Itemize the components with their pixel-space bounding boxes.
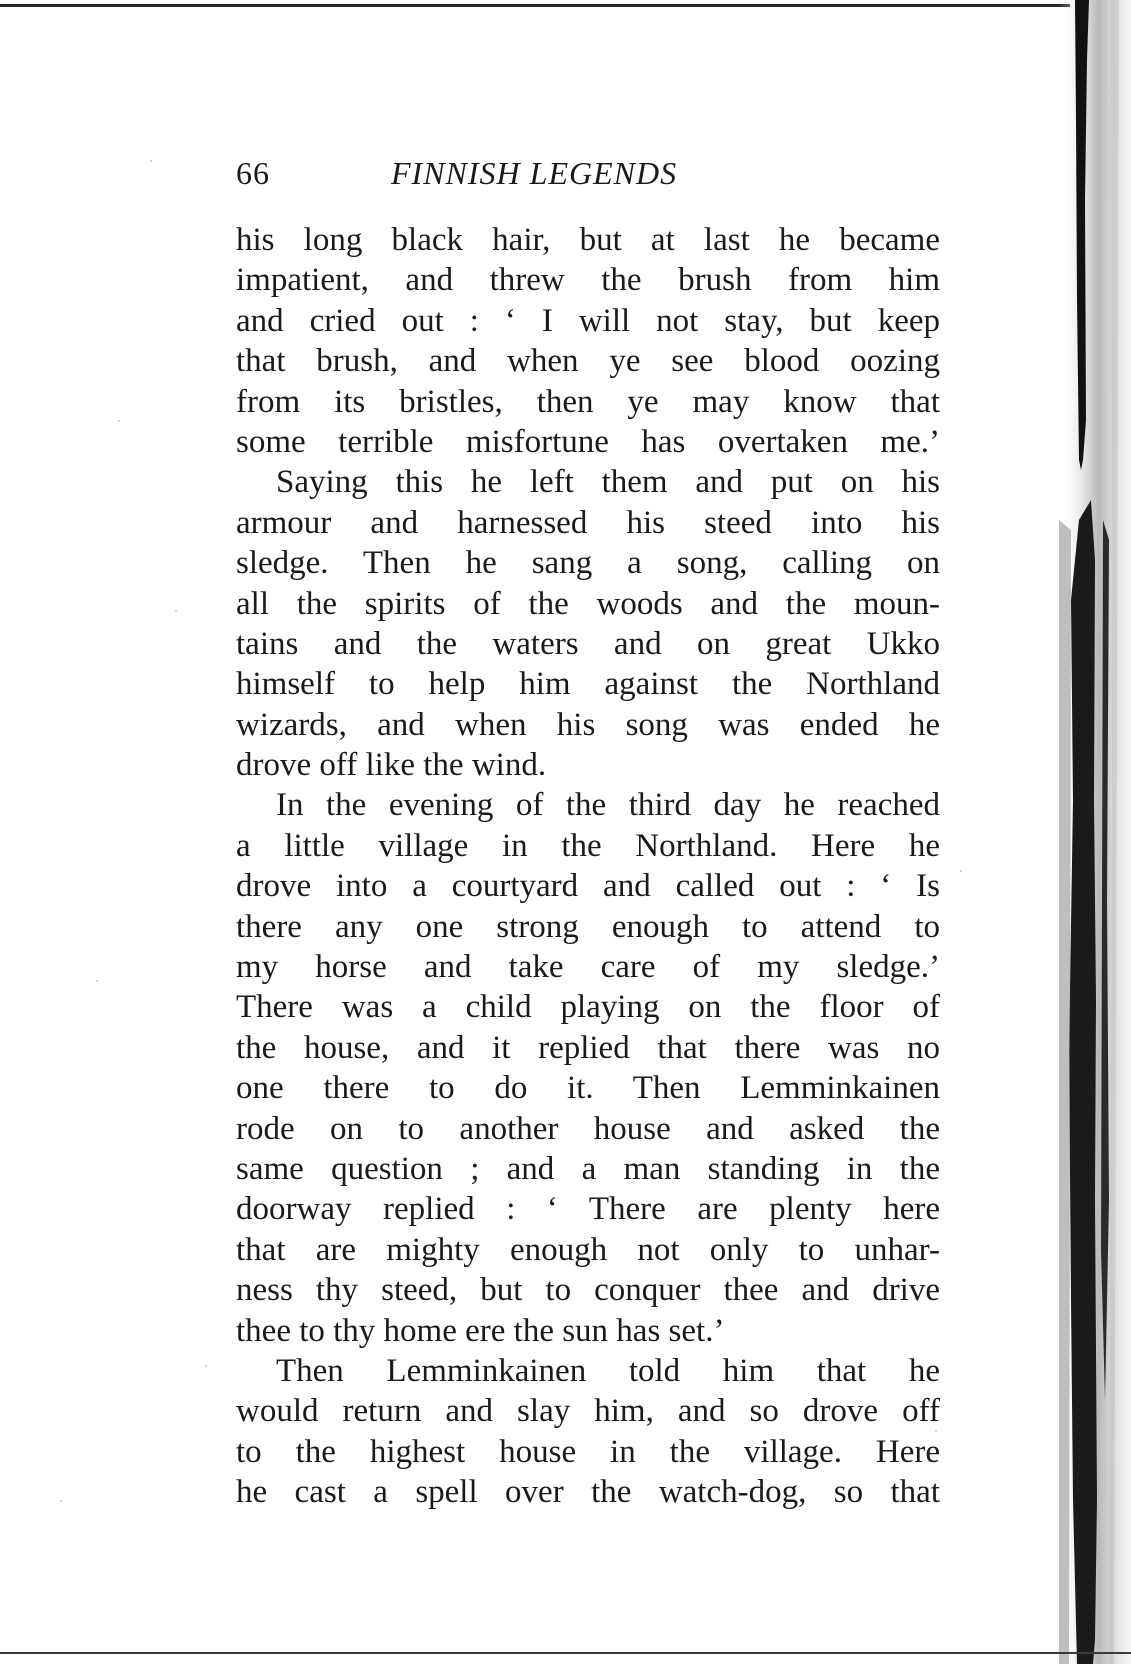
text-line: Saying this he left them and put on his bbox=[276, 464, 940, 501]
text-line: the house, and it replied that there was no bbox=[236, 1029, 940, 1066]
text-line: my horse and take care of my sledge.’ bbox=[236, 949, 940, 986]
text-line: drove into a courtyard and called out : ‘ Is bbox=[236, 868, 940, 905]
bottom-edge-rule bbox=[0, 1652, 1131, 1654]
text-line: drove off like the wind. bbox=[236, 747, 547, 784]
paper-speck bbox=[175, 610, 177, 612]
text-line: he cast a spell over the watch-dog, so that bbox=[236, 1474, 940, 1511]
text-line: all the spirits of the woods and the moun- bbox=[236, 585, 940, 622]
text-line: that brush, and when ye see blood oozing bbox=[236, 343, 940, 380]
text-line: that are mighty enough not only to unhar- bbox=[236, 1231, 940, 1268]
text-line: himself to help him against the Northland bbox=[236, 666, 940, 703]
paper-speck bbox=[150, 160, 152, 162]
top-edge-rule bbox=[0, 4, 1070, 7]
text-line: and cried out : ‘ I will not stay, but keep bbox=[236, 302, 940, 339]
paper-speck bbox=[118, 420, 120, 422]
book-spine-shadow bbox=[1059, 0, 1131, 1664]
text-line: sledge. Then he sang a song, calling on bbox=[236, 545, 940, 582]
text-line: from its bristles, then ye may know that bbox=[236, 383, 940, 420]
text-line: one there to do it. Then Lemminkainen bbox=[236, 1070, 940, 1107]
text-line: his long black hair, but at last he became bbox=[236, 222, 940, 258]
text-line: ness thy steed, but to conquer thee and drive bbox=[236, 1272, 940, 1309]
text-line: impatient, and threw the brush from him bbox=[236, 262, 940, 299]
text-line: doorway replied : ‘ There are plenty here bbox=[236, 1191, 940, 1228]
body-text bbox=[236, 220, 940, 1513]
paper-speck bbox=[96, 980, 98, 982]
text-line: In the evening of the third day he reached bbox=[276, 787, 940, 824]
text-line: to the highest house in the village. Here bbox=[236, 1433, 940, 1470]
running-title: FINNISH LEGENDS bbox=[391, 155, 678, 191]
text-line: Then Lemminkainen told him that he bbox=[276, 1352, 940, 1389]
text-line: thee to thy home ere the sun has set.’ bbox=[236, 1312, 725, 1349]
text-line: would return and slay him, and so drove off bbox=[236, 1393, 940, 1430]
text-line: There was a child playing on the floor of bbox=[236, 989, 940, 1026]
page-number: 66 bbox=[236, 155, 270, 191]
page-header bbox=[236, 155, 936, 195]
paper-speck bbox=[935, 1430, 937, 1432]
text-line: same question ; and a man standing in the bbox=[236, 1150, 940, 1187]
paper-speck bbox=[60, 1500, 62, 1502]
paper-speck bbox=[960, 870, 962, 872]
text-line: rode on to another house and asked the bbox=[236, 1110, 940, 1147]
text-line: there any one strong enough to attend to bbox=[236, 908, 940, 945]
text-line: a little village in the Northland. Here he bbox=[236, 827, 940, 864]
text-line: wizards, and when his song was ended he bbox=[236, 706, 940, 743]
text-line: some terrible misfortune has overtaken me.’ bbox=[236, 423, 940, 460]
text-line: armour and harnessed his steed into his bbox=[236, 504, 940, 541]
text-line: tains and the waters and on great Ukko bbox=[236, 625, 940, 662]
paper-speck bbox=[205, 1365, 207, 1367]
